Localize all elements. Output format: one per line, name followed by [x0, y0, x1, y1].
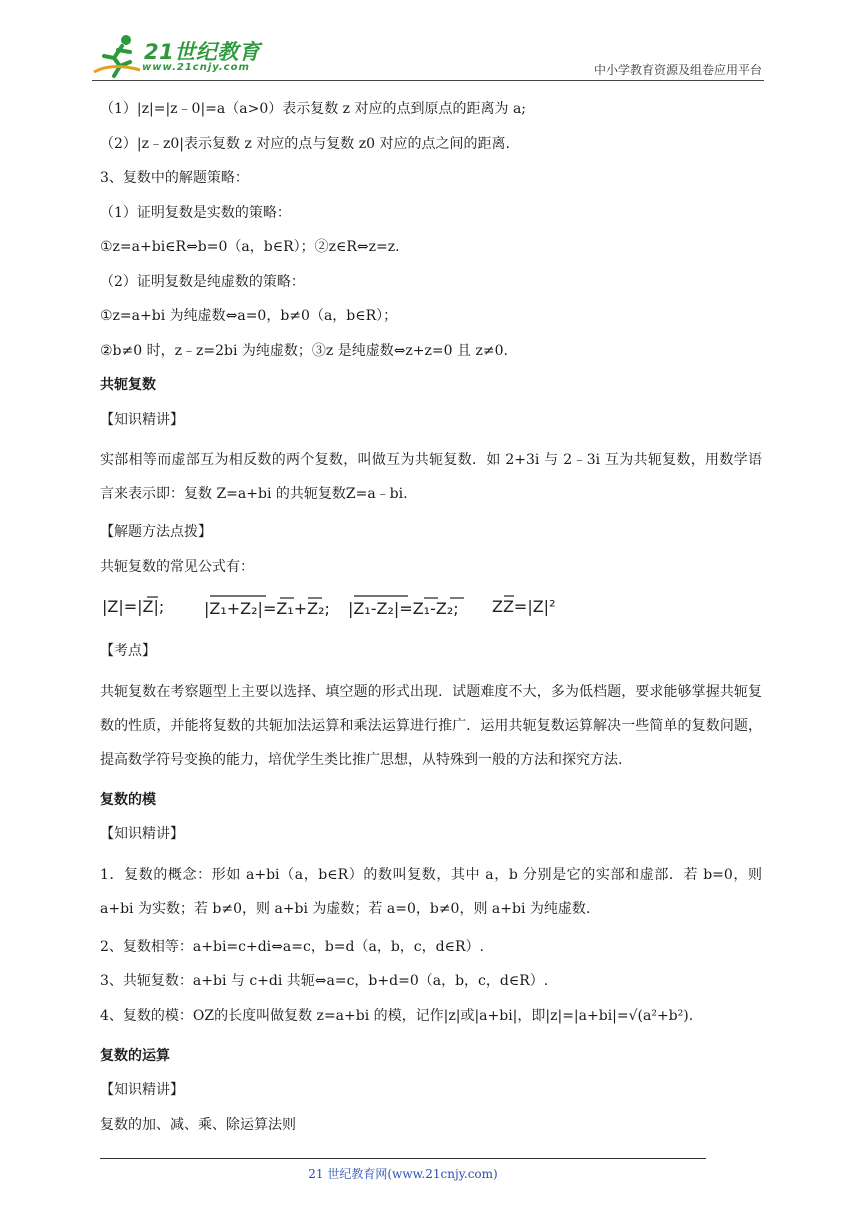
section-tag: 【解题方法点拨】	[100, 524, 212, 540]
section-title: 复数的运算	[100, 1047, 170, 1064]
svg-text:ZZ=|Z|²: ZZ=|Z|²	[492, 597, 556, 616]
paragraph: 实部相等而虚部互为相反数的两个复数，叫做互为共轭复数．如 2+3i 与 2﹣3i 互为共轭复数，用数学语言来表示即：复数 Z=a+bi 的共轭复数Z=a﹣bi.	[100, 452, 762, 502]
logo-text: 21世纪教育	[144, 40, 261, 64]
text-line: （2）|z﹣z0|表示复数 z 对应的点与复数 z0 对应的点之间的距离.	[100, 135, 510, 152]
section-tag: 【知识精讲】	[100, 1082, 184, 1098]
logo-url: www.21cnjy.com	[142, 62, 250, 73]
section-tag: 【知识精讲】	[100, 826, 184, 842]
footer-link[interactable]: 21 世纪教育网(www.21cnjy.com)	[308, 1167, 498, 1181]
logo	[92, 32, 262, 78]
svg-text:|Z₁+Z₂|=Z₁+Z₂;: |Z₁+Z₂|=Z₁+Z₂;	[204, 599, 330, 618]
runner-logo-icon	[92, 32, 144, 78]
text-line: ①z=a+bi 为纯虚数⇔a=0，b≠0（a，b∈R）；	[100, 308, 398, 324]
conjugate-formulas	[100, 590, 762, 620]
svg-text:|Z₁-Z₂|=Z₁-Z₂;: |Z₁-Z₂|=Z₁-Z₂;	[348, 599, 459, 618]
footer-divider	[100, 1158, 706, 1159]
section-tag: 【考点】	[100, 643, 156, 659]
text-line: 复数的加、减、乘、除运算法则	[100, 1116, 296, 1133]
section-title: 共轭复数	[100, 377, 156, 393]
paragraph: 共轭复数在考察题型上主要以选择、填空题的形式出现．试题难度不大，多为低档题，要求能够掌握共轭复数的性质，并能将复数的共轭加法运算和乘法运算进行推广．运用共轭复数运算解决一些简单的复数问题，提高数学符号变换的能力，培优学生类比推广思想，从特殊到一般的方法和探究方法.	[100, 683, 762, 768]
text-line: 2、复数相等：a+bi=c+di⇔a=c，b=d（a，b，c，d∈R）.	[100, 938, 484, 955]
document-body	[100, 98, 762, 1148]
section-tag: 【知识精讲】	[100, 411, 184, 428]
text-line: （2）证明复数是纯虚数的策略：	[100, 273, 305, 290]
text-line: 3、共轭复数：a+bi 与 c+di 共轭⇔a=c，b+d=0（a，b，c，d∈R）.	[100, 973, 549, 989]
header-divider	[92, 80, 764, 81]
text-line: 3、复数中的解题策略：	[100, 170, 249, 186]
paragraph: 1．复数的概念：形如 a+bi（a，b∈R）的数叫复数，其中 a，b 分别是它的实部和虚部．若 b=0，则 a+bi 为实数；若 b≠0，则 a+bi 为虚数；若 a=0，b≠0，则 a+bi 为纯虚数.	[100, 866, 762, 917]
text-line: 共轭复数的常见公式有：	[100, 558, 254, 575]
svg-text:|Z|=|Z|;: |Z|=|Z|;	[102, 597, 165, 616]
text-line: （1）证明复数是实数的策略：	[100, 204, 291, 221]
text-line: （1）|z|=|z﹣0|=a（a>0）表示复数 z 对应的点到原点的距离为 a;	[100, 101, 527, 117]
text-line: 4、复数的模：OZ的长度叫做复数 z=a+bi 的模，记作|z|或|a+bi|，即|z|=|a+bi|=√(a²+b²).	[100, 1007, 694, 1024]
page-header	[92, 28, 772, 80]
section-title: 复数的模	[100, 791, 156, 808]
platform-name: 中小学教育资源及组卷应用平台	[593, 63, 762, 77]
text-line: ①z=a+bi∈R⇔b=0（a，b∈R）；②z∈R⇔z=z.	[100, 239, 400, 255]
formula-image	[100, 590, 580, 620]
text-line: ②b≠0 时，z﹣z=2bi 为纯虚数；③z 是纯虚数⇔z+z=0 且 z≠0.	[100, 342, 508, 359]
